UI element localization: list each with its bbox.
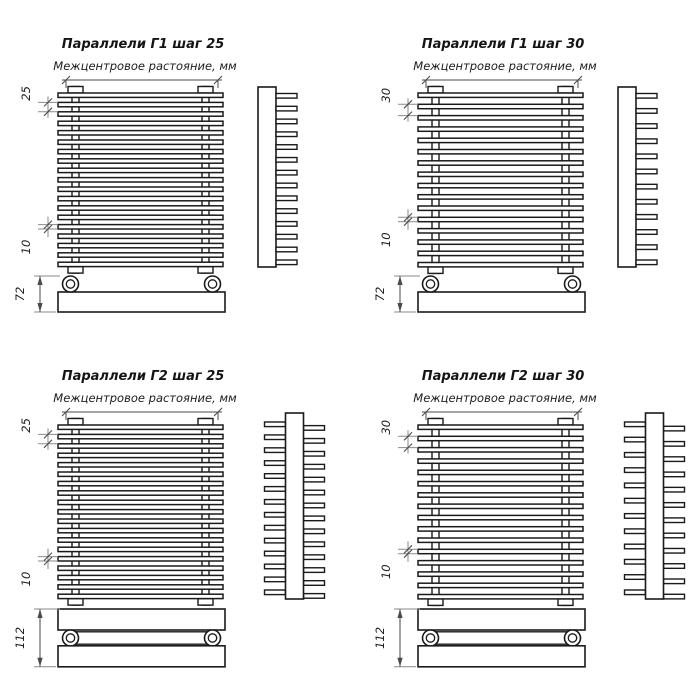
diagram-subtitle: Межцентровое растояние, мм xyxy=(53,391,237,405)
step-dimension xyxy=(379,88,418,122)
diagram-title: Параллели Г1 шаг 30 xyxy=(421,37,585,52)
radiator-drawing xyxy=(0,332,350,682)
diagram-subtitle: Межцентровое растояние, мм xyxy=(53,59,237,73)
step-dimension xyxy=(19,86,58,118)
diagram-subtitle: Межцентровое растояние, мм xyxy=(413,391,597,405)
step-dimension-label: 25 xyxy=(19,418,33,433)
bottom-view xyxy=(58,276,225,312)
diagram-parallels-g1-step-25 xyxy=(0,0,350,368)
radiator-drawing xyxy=(360,0,700,350)
step-dimension-label: 25 xyxy=(19,86,33,101)
bottom-view xyxy=(418,276,585,312)
front-view xyxy=(418,87,583,274)
diagram-title: Параллели Г2 шаг 25 xyxy=(61,369,225,384)
radiator-drawing xyxy=(360,332,700,682)
diagram-parallels-g2-step-25 xyxy=(0,332,350,700)
tube-height-dimension xyxy=(379,209,418,247)
depth-dimension-label: 112 xyxy=(373,626,387,649)
bottom-view xyxy=(58,609,225,667)
tube-height-dimension-label: 10 xyxy=(379,232,393,248)
depth-dimension xyxy=(13,609,60,667)
step-dimension xyxy=(19,418,58,450)
side-view xyxy=(618,87,657,267)
step-dimension-label: 30 xyxy=(379,87,393,103)
tube-height-dimension-label: 10 xyxy=(379,564,393,580)
depth-dimension xyxy=(13,276,60,312)
side-view xyxy=(625,413,685,599)
diagram-subtitle: Межцентровое растояние, мм xyxy=(413,59,597,73)
diagram-parallels-g2-step-30 xyxy=(360,332,700,700)
depth-dimension xyxy=(373,609,420,667)
diagram-title: Параллели Г1 шаг 25 xyxy=(61,37,225,52)
side-view xyxy=(265,413,325,599)
front-view xyxy=(418,419,583,606)
depth-dimension-label: 72 xyxy=(13,286,27,302)
bottom-view xyxy=(418,609,585,667)
diagram-title: Параллели Г2 шаг 30 xyxy=(421,369,585,384)
depth-dimension-label: 72 xyxy=(373,286,387,302)
depth-dimension-label: 112 xyxy=(13,626,27,649)
front-view xyxy=(58,87,223,274)
depth-dimension xyxy=(373,276,420,312)
tube-height-dimension-label: 10 xyxy=(19,239,33,255)
radiator-drawing xyxy=(0,0,350,350)
tube-height-dimension xyxy=(379,541,418,579)
tube-height-dimension xyxy=(19,217,58,255)
tube-height-dimension-label: 10 xyxy=(19,571,33,587)
diagram-parallels-g1-step-30 xyxy=(360,0,700,368)
step-dimension xyxy=(379,420,418,454)
front-view xyxy=(58,419,223,606)
tube-height-dimension xyxy=(19,549,58,587)
step-dimension-label: 30 xyxy=(379,419,393,435)
side-view xyxy=(258,87,297,267)
